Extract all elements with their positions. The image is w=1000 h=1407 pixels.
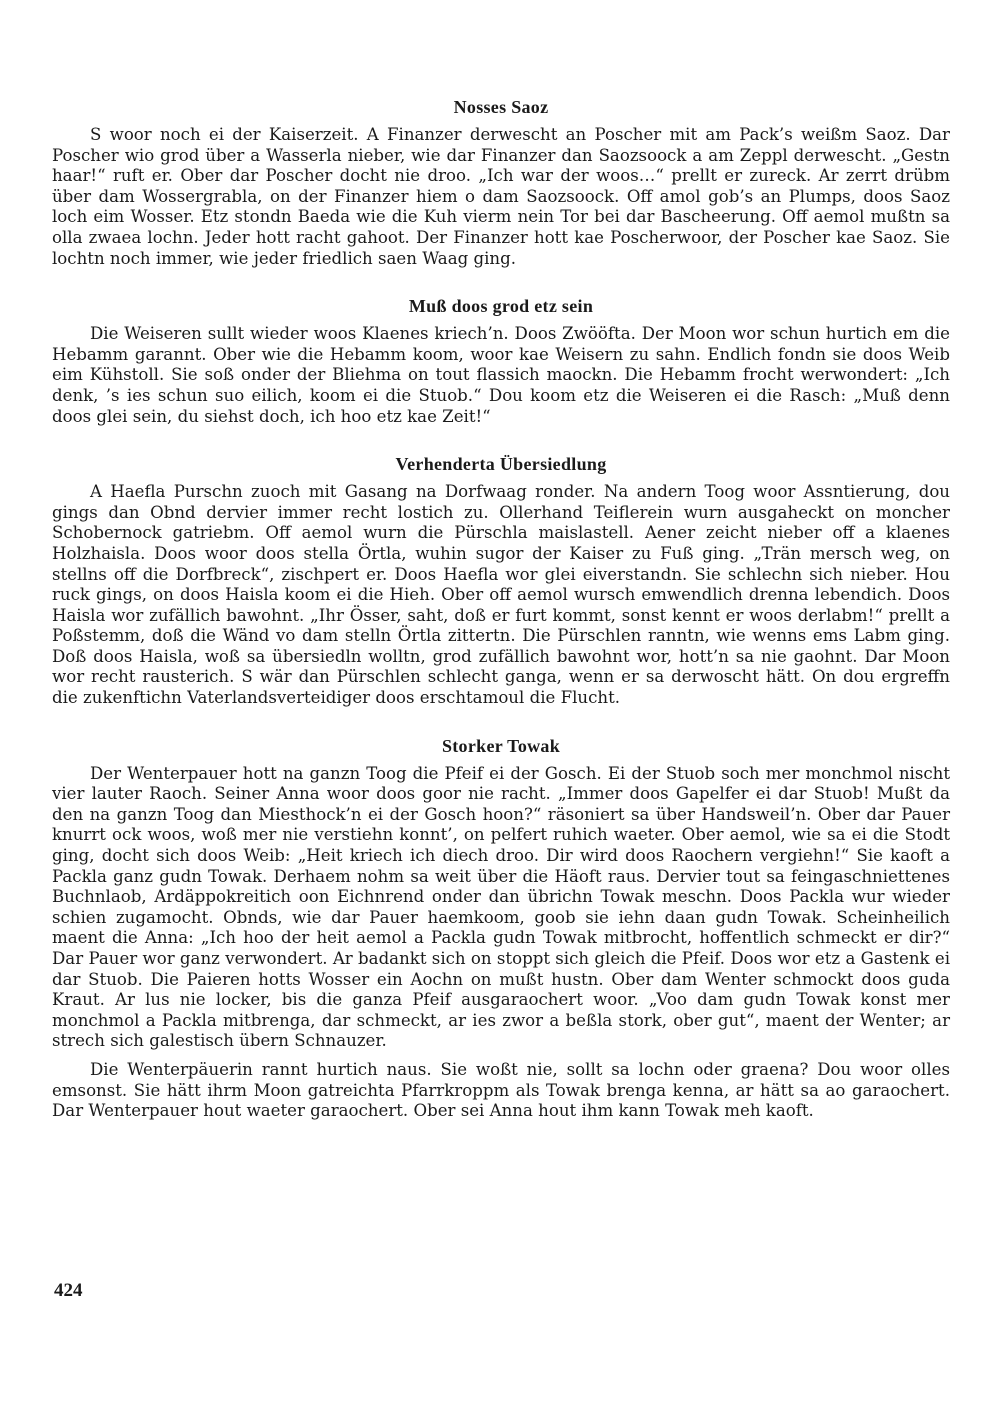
story-paragraph: S woor noch ei der Kaiserzeit. A Finanzer derwescht an Poscher mit am Pack’s weißm Saoz. Dar Poscher wio grod über a Wasserla nieber, wie dar Finanzer dan Saozsoock a am Zeppl derwescht. „Gestn haar!“ ruft er. Ober dar Poscher docht nie droo. „Ich war der woos…“ prellt er zureck. Ar zerrt drübm über dam Wossergrabla, on der Finanzer hiem o dam Saozsoock. Off amol gob’s an Plumps, doos Saoz loch eim Wosser. Etz stondn Baeda wie die Kuh vierm nein Tor bei dar Bascheerung. Off aemol mußtn sa olla zwaea lochn. Jeder hott racht gahoot. Der Finanzer hott kae Poscherwoor, der Poscher kae Saoz. Sie lochtn noch immer, wie jeder friedlich saen Waag ging. [52, 125, 950, 268]
story-title: Nosses Saoz [453, 97, 549, 117]
story-title: Muß doos grod etz sein [408, 296, 594, 317]
page-number: 424 [54, 1280, 83, 1301]
story-divider [52, 269, 950, 295]
story-paragraph: A Haefla Purschn zuoch mit Gasang na Dorfwaag ronder. Na andern Toog woor Assntierung, dou gings dan Obnd dervier immer recht lostich zu. Ollerhand Teiflerein wurn ausgaheckt on moncher Schobernock gatriebm. Off aemol wurn die Pürschla maislastell. Aener zeicht nieber off a klaenes Holzhaisla. Doos woor doos stella Örtla, wuhin sugor der Kaiser zu Fuß ging. „Trän mersch weg, on stellns off die Dorfbreck“, zischpert er. Doos Haefla wor glei eiverstandn. Sie schlechn sich nieber. Hou ruck gings, on doos Haisla koom ei die Hieh. Ober off aemol wursch emwendlich drenna lebendich. Doos Haisla wor zufällich bawohnt. „Ihr Össer, saht, doß er furt kommt, sonst kennt er woos derlabm!“ prellt a Poßstemm, doß die Wänd vo dam stelln Örtla zittertn. Die Pürschlen ranntn, wie wenns ems Labm ging. Doß doos Haisla, woß sa übersiedln wolltn, grod zufällich bawohnt wor, hott’n sa nie gaohnt. Dar Moon wor recht rausterich. S wär dan Pürschlen schlecht ganga, wenn er sa derwoscht hätt. On dou ergreffn die zukenftichn Vaterlandsverteidiger doos erschtamoul die Flucht. [52, 482, 950, 708]
story-nosses-saoz [52, 96, 950, 269]
story-paragraph: Der Wenterpauer hott na ganzn Toog die Pfeif ei der Gosch. Ei der Stuob soch mer monchmol nischt vier lauter Raoch. Seiner Anna woor doos goor nie racht. „Immer doos Gapelfer ei dar Stuob! Mußt da den na ganzn Toog dan Miesthock’n ei der Gosch hoon?“ räsoniert sa über Handsweil’n. Ober dar Pauer knurrt ock woos, woß mer nie verstiehn konnt’, on pelfert ruhich waeter. Ober aemol, wie sa ei die Stodt ging, docht sich doos Weib: „Heit kriech ich diech droo. Dir wird doos Raochern vergiehn!“ Sie kaoft a Packla ganz gudn Towak. Derhaem nohm sa weit über die Häoft raus. Dervier tout sa feingaschniettenes Buchnlaob, Ardäppokreitich oon Eichnrend onder dan übrichn Towak meschn. Doos Packla wur wieder schien zugamocht. Obnds, wie dar Pauer haemkoom, goob sie iehn daan gudn Towak. Scheinheilich maent die Anna: „Ich hoo der heit aemol a Packla gudn Towak mitbrocht, hoffentlich schmeckt er dir?“ Dar Pauer wor ganz verwondert. Ar badankt sich on stoppt sich gleich die Pfeif. Doos wor etz a Gastenk ei dar Stuob. Die Paieren hotts Wosser ein Aochn on mußt hustn. Ober dam Wenter schmockt doos guda Kraut. Ar lus nie locker, bis die ganza Pfeif ausgaraochert woor. „Voo dam gudn Towak konst mer monchmol a Packla mitbrenga, dar schmeckt, ar ies zwor a beßla stork, ober gut“, maent der Wenter; ar strech sich galestisch übern Schnauzer. [52, 763, 950, 1051]
story-muss-doos-grod-etz-sein [52, 295, 950, 427]
story-verhenderta-uebersiedlung [52, 453, 950, 709]
story-divider [52, 427, 950, 453]
story-paragraph: Die Weiseren sullt wieder woos Klaenes kriech’n. Doos Zwööfta. Der Moon wor schun hurtich em die Hebamm garannt. Ober wie die Hebamm koom, woor kae Weisern zu sahn. Endlich fondn sie doos Weib eim Kühstoll. Sie soß onder der Bliehma on tout flassich maockn. Die Hebamm frocht werwondert: „Ich denk, ’s ies schun suo eilich, koom ei die Stuob.“ Dou koom etz die Weiseren ei die Rasch: „Muß denn doos glei sein, du siehst doch, ich hoo etz kae Zeit!“ [52, 324, 950, 426]
story-paragraph: Die Wenterpäuerin rannt hurtich naus. Sie woßt nie, sollt sa lochn oder graena? Dou woor olles emsonst. Sie hätt ihrm Moon gatreichta Pfarrkroppm als Towak brenga kenna, ar hätt sa ao garaochert. Dar Wenterpauer hout waeter garaochert. Ober sei Anna hout ihm kann Towak meh kaoft. [52, 1059, 950, 1121]
story-title: Storker Towak [441, 735, 561, 756]
story-divider [52, 709, 950, 735]
story-storker-towak [52, 735, 950, 1122]
story-title: Verhenderta Übersiedlung [395, 454, 607, 475]
page-body [52, 96, 950, 1122]
